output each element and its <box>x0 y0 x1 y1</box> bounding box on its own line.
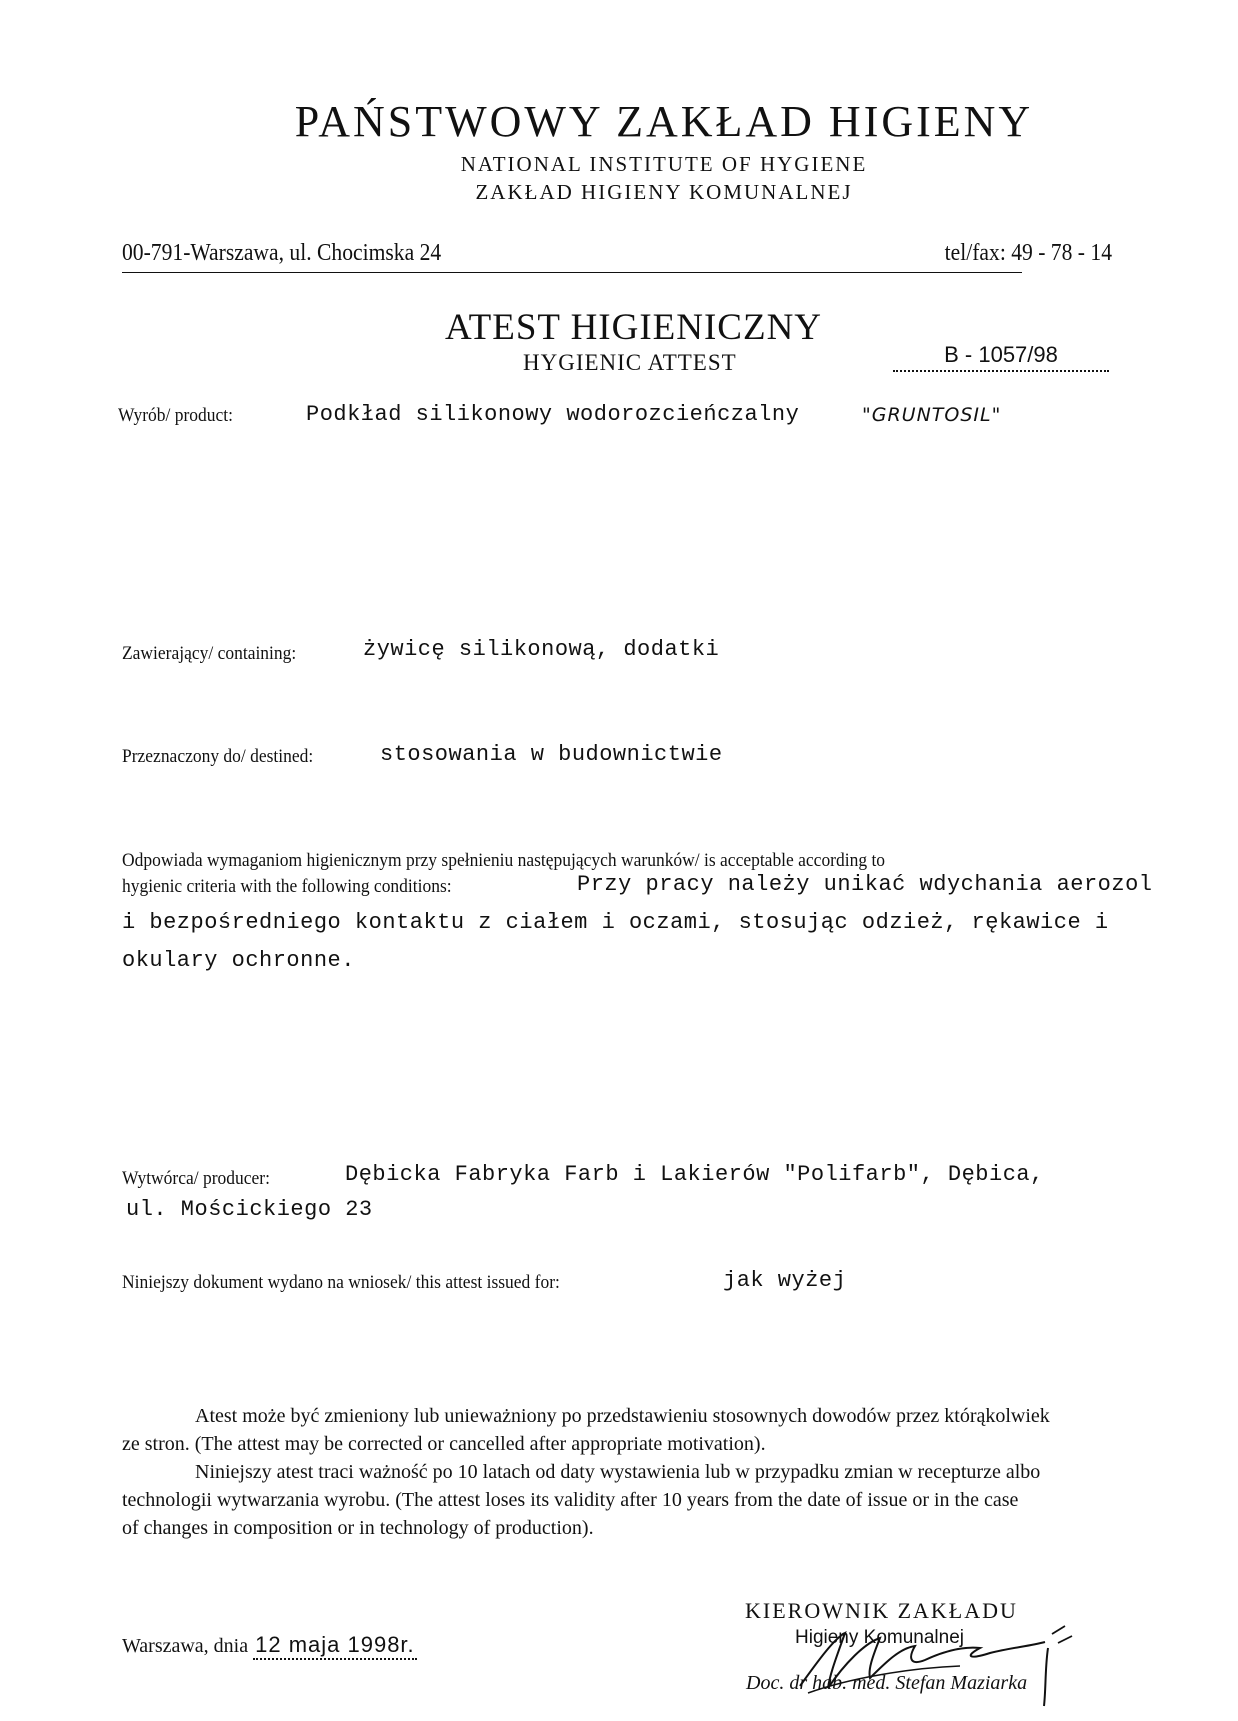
signatory-title: KIEROWNIK ZAKŁADU <box>745 1598 1018 1623</box>
signatory-department: Higieny Komunalnej <box>795 1627 964 1648</box>
note2-line3: of changes in composition or in technology of production). <box>122 1517 594 1539</box>
product-value: Podkład silikonowy wodorozcieńczalny <box>306 402 800 427</box>
producer-label: Wytwórca/ producer: <box>122 1168 270 1189</box>
note1-line2: ze stron. (The attest may be corrected or cancelled after appropriate motivation). <box>122 1433 766 1455</box>
containing-value: żywicę silikonową, dodatki <box>363 637 720 662</box>
institute-name-pl: PAŃSTWOWY ZAKŁAD HIGIENY <box>294 97 1034 146</box>
conditions-value-line3: okulary ochronne. <box>122 948 355 973</box>
destined-value: stosowania w budownictwie <box>380 742 723 767</box>
department-name: ZAKŁAD HIGIENY KOMUNALNEJ <box>475 180 853 204</box>
issued-for-value: jak wyżej <box>723 1268 847 1293</box>
conditions-label-line1: Odpowiada wymaganiom higienicznym przy spełnieniu następujących warunków/ is acceptable according to <box>122 850 886 871</box>
note2-line1: Niniejszy atest traci ważność po 10 latach od daty wystawienia lub w przypadku zmian w recepturze albo <box>195 1461 1041 1483</box>
containing-label: Zawierający/ containing: <box>122 643 297 664</box>
producer-value-line2: ul. Mościckiego 23 <box>126 1197 373 1222</box>
destined-label: Przeznaczony do/ destined: <box>122 746 314 767</box>
document-title: ATEST HIGIENICZNY <box>445 307 823 348</box>
institute-name-en: NATIONAL INSTITUTE OF HYGIENE <box>460 152 868 176</box>
producer-value-line1: Dębicka Fabryka Farb i Lakierów "Polifarb", Dębica, <box>345 1162 1044 1187</box>
conditions-value-line2: i bezpośredniego kontaktu z ciałem i oczami, stosując odzież, rękawice i <box>122 910 1109 935</box>
address: 00-791-Warszawa, ul. Chocimska 24 <box>122 240 442 266</box>
place-label: Warszawa, dnia <box>122 1635 249 1657</box>
document-subtitle: HYGIENIC ATTEST <box>523 350 737 375</box>
conditions-value-line1: Przy pracy należy unikać wdychania aerozol <box>577 872 1153 897</box>
issued-for-label: Niniejszy dokument wydano na wniosek/ this attest issued for: <box>122 1272 560 1293</box>
address-row <box>122 240 1112 273</box>
note1-line1: Atest może być zmieniony lub unieważniony po przedstawieniu stosownych dowodów przez którąkolwiek <box>195 1405 1050 1427</box>
issue-date: 12 maja 1998r. <box>253 1632 417 1660</box>
tel-fax: tel/fax: 49 - 78 - 14 <box>944 240 1112 266</box>
product-name-handwritten: "GRUNTOSIL" <box>862 404 1002 426</box>
attest-number: B - 1057/98 <box>893 342 1109 372</box>
issue-date-line <box>122 1632 417 1660</box>
product-label: Wyrób/ product: <box>118 405 233 426</box>
conditions-label-line2: hygienic criteria with the following conditions: <box>122 876 452 897</box>
note2-line2: technologii wytwarzania wyrobu. (The attest loses its validity after 10 years from the date of issue or in the case <box>122 1489 1019 1511</box>
signatory-name: Doc. dr hab. med. Stefan Maziarka <box>746 1672 1028 1694</box>
